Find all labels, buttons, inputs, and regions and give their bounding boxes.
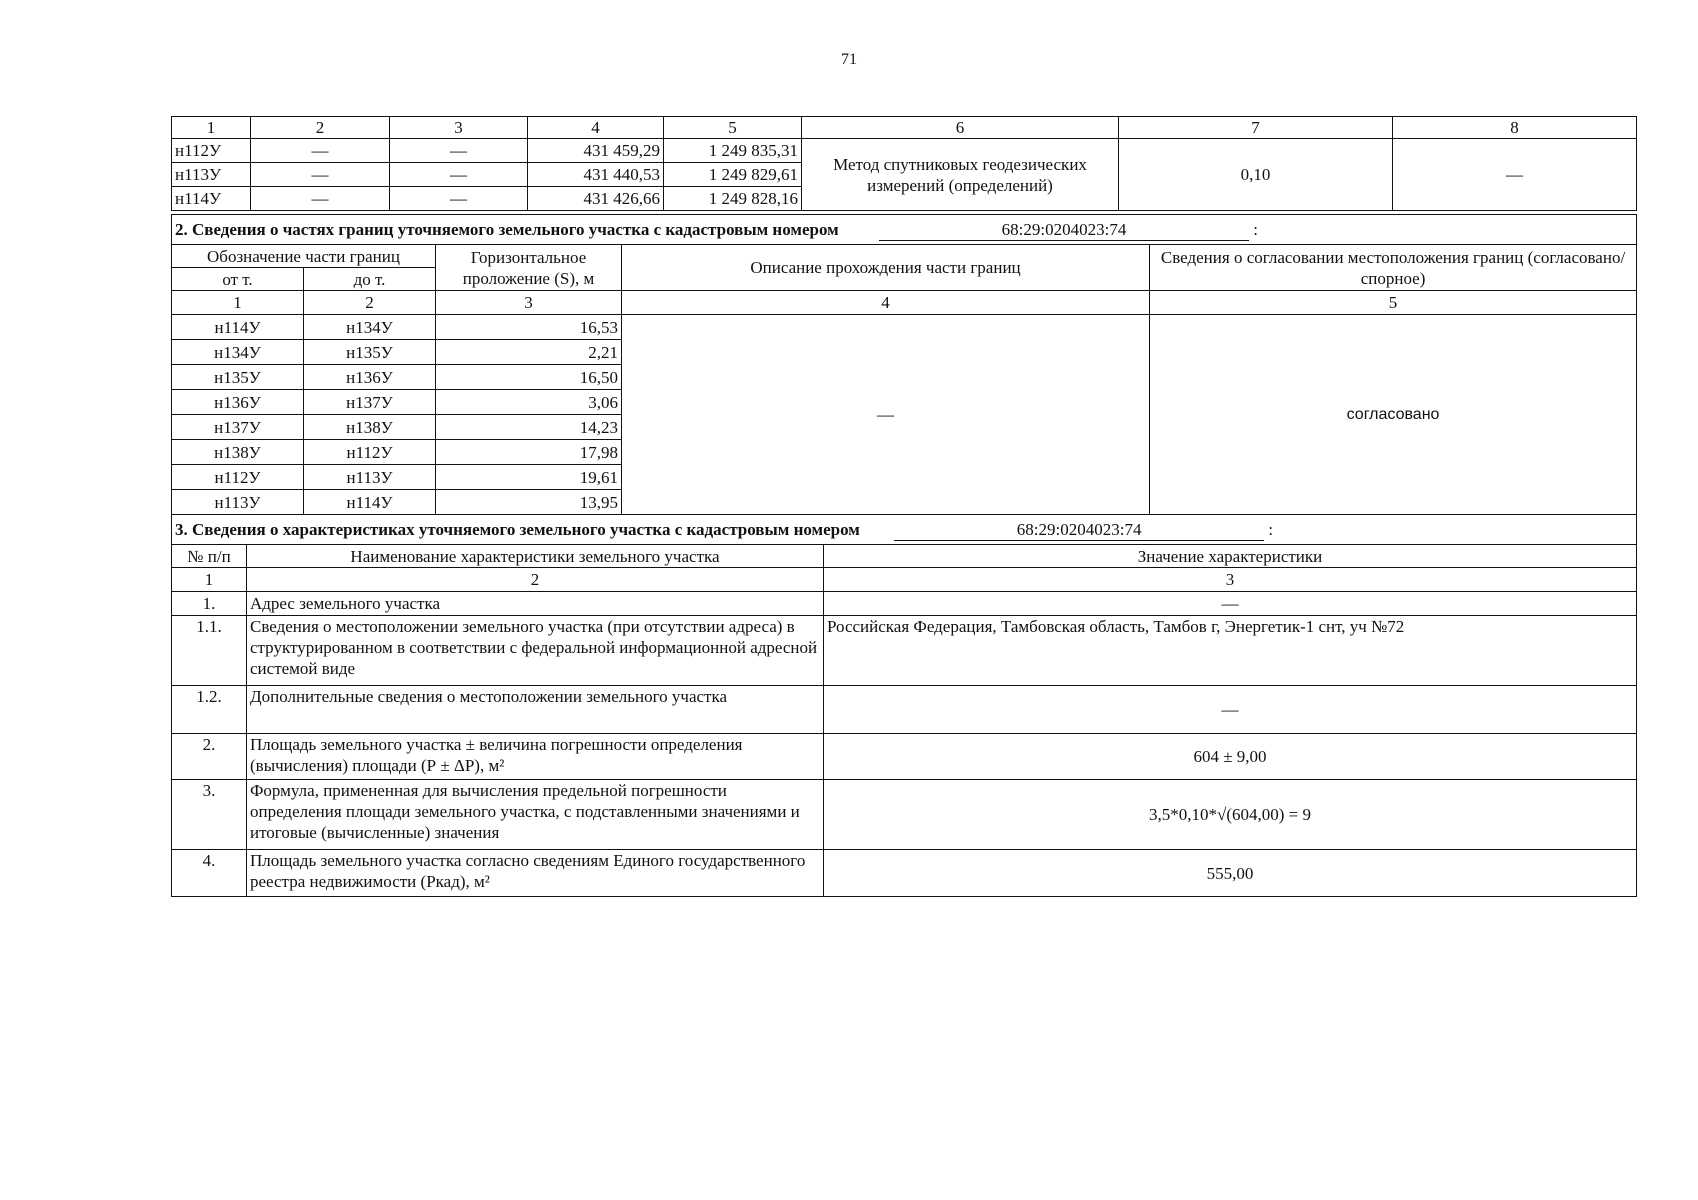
table-row	[172, 734, 1637, 780]
x-coordinate: 431 440,53	[528, 163, 664, 187]
column-number: 4	[622, 291, 1150, 315]
characteristic-name: Формула, примененная для вычисления предельной погрешности определения площади земельного участка, с подставленными значениями и итоговые (вычисленные) значения	[247, 780, 824, 850]
row-number: 1.2.	[172, 686, 247, 734]
table-header-row	[172, 245, 1637, 268]
to-point: н112У	[304, 440, 436, 465]
row-number: 1.1.	[172, 616, 247, 686]
characteristic-value: Российская Федерация, Тамбовская область, Тамбов г, Энергетик-1 снт, уч №72	[824, 616, 1637, 686]
from-point: н138У	[172, 440, 304, 465]
coordinates-table	[171, 116, 1637, 211]
method-cell: Метод спутниковых геодезических измерений (определений)	[802, 139, 1119, 211]
to-point: н134У	[304, 315, 436, 340]
horizontal-distance: 14,23	[436, 415, 622, 440]
table-header-row	[172, 117, 1637, 139]
x-coordinate: 431 459,29	[528, 139, 664, 163]
to-point: н136У	[304, 365, 436, 390]
cadastral-number: 68:29:0204023:74	[894, 519, 1264, 541]
horizontal-distance: 17,98	[436, 440, 622, 465]
header-cell: 1	[172, 117, 251, 139]
table-row	[172, 850, 1637, 897]
characteristic-value: 555,00	[824, 850, 1637, 897]
description-cell: —	[622, 315, 1150, 515]
page-number: 71	[841, 51, 857, 68]
from-point: н113У	[172, 490, 304, 515]
from-point: н134У	[172, 340, 304, 365]
dash-cell: —	[251, 163, 390, 187]
column-number-row	[172, 568, 1637, 592]
to-point: н113У	[304, 465, 436, 490]
column-number-row	[172, 291, 1637, 315]
header-cell: 4	[528, 117, 664, 139]
agreement-header: Сведения о согласовании местоположения границ (согласовано/спорное)	[1150, 245, 1637, 291]
from-header: от т.	[172, 268, 304, 291]
horizontal-header: Горизонтальное проложение (S), м	[436, 245, 622, 291]
row-number: 1.	[172, 592, 247, 616]
to-point: н138У	[304, 415, 436, 440]
from-point: н136У	[172, 390, 304, 415]
section-2-title: 2. Сведения о частях границ уточняемого земельного участка с кадастровым номером	[175, 219, 839, 239]
to-point: н137У	[304, 390, 436, 415]
colon: :	[1268, 519, 1274, 539]
to-header: до т.	[304, 268, 436, 291]
characteristic-name: Дополнительные сведения о местоположении земельного участка	[247, 686, 824, 734]
header-cell: 5	[664, 117, 802, 139]
dash-cell: —	[390, 187, 528, 211]
x-coordinate: 431 426,66	[528, 187, 664, 211]
row-number: 4.	[172, 850, 247, 897]
to-point: н135У	[304, 340, 436, 365]
accuracy-cell: 0,10	[1119, 139, 1393, 211]
table-row	[172, 616, 1637, 686]
horizontal-distance: 19,61	[436, 465, 622, 490]
header-cell: 2	[251, 117, 390, 139]
characteristic-value: 3,5*0,10*√(604,00) = 9	[824, 780, 1637, 850]
cadastral-number: 68:29:0204023:74	[879, 219, 1249, 241]
from-point: н137У	[172, 415, 304, 440]
table-row	[172, 139, 1637, 163]
from-point: н114У	[172, 315, 304, 340]
y-coordinate: 1 249 829,61	[664, 163, 802, 187]
table-row	[172, 315, 1637, 340]
agreement-cell: согласовано	[1150, 315, 1637, 515]
header-cell: 7	[1119, 117, 1393, 139]
point-cell: н114У	[172, 187, 251, 211]
column-number: 2	[247, 568, 824, 592]
from-point: н135У	[172, 365, 304, 390]
num-header: № п/п	[172, 545, 247, 568]
section-3-title: 3. Сведения о характеристиках уточняемого земельного участка с кадастровым номером	[175, 519, 860, 539]
table-row	[172, 686, 1637, 734]
description-header: Описание прохождения части границ	[622, 245, 1150, 291]
horizontal-distance: 13,95	[436, 490, 622, 515]
column-number: 5	[1150, 291, 1637, 315]
column-number: 3	[824, 568, 1637, 592]
characteristics-table	[171, 514, 1637, 897]
section-3-title-cell	[172, 515, 1637, 545]
table-header-row	[172, 545, 1637, 568]
dash-cell: —	[390, 139, 528, 163]
dash-cell: —	[390, 163, 528, 187]
horizontal-distance: 3,06	[436, 390, 622, 415]
header-cell: 3	[390, 117, 528, 139]
point-cell: н112У	[172, 139, 251, 163]
section-title-row	[172, 515, 1637, 545]
characteristic-name: Адрес земельного участка	[247, 592, 824, 616]
row-number: 3.	[172, 780, 247, 850]
characteristic-name: Площадь земельного участка ± величина погрешности определения (вычисления) площади (Р ± ΔР), м²	[247, 734, 824, 780]
section-2-title-cell	[172, 215, 1637, 245]
from-point: н112У	[172, 465, 304, 490]
column-number: 1	[172, 291, 304, 315]
table-row	[172, 592, 1637, 616]
to-point: н114У	[304, 490, 436, 515]
value-header: Значение характеристики	[824, 545, 1637, 568]
characteristic-name: Сведения о местоположении земельного участка (при отсутствии адреса) в структурированном в соответствии с федеральной информационной адресной системой виде	[247, 616, 824, 686]
header-cell: 8	[1393, 117, 1637, 139]
row-number: 2.	[172, 734, 247, 780]
colon: :	[1253, 219, 1258, 239]
boundary-parts-table	[171, 214, 1637, 515]
table-row	[172, 780, 1637, 850]
dash-cell: —	[251, 139, 390, 163]
characteristic-value: —	[824, 592, 1637, 616]
y-coordinate: 1 249 828,16	[664, 187, 802, 211]
characteristic-name: Площадь земельного участка согласно сведениям Единого государственного реестра недвижимости (Ркад), м²	[247, 850, 824, 897]
horizontal-distance: 16,50	[436, 365, 622, 390]
header-cell: 6	[802, 117, 1119, 139]
dash-cell: —	[251, 187, 390, 211]
column-number: 1	[172, 568, 247, 592]
point-cell: н113У	[172, 163, 251, 187]
name-header: Наименование характеристики земельного участка	[247, 545, 824, 568]
characteristic-value: —	[824, 686, 1637, 734]
designation-header: Обозначение части границ	[172, 245, 436, 268]
horizontal-distance: 2,21	[436, 340, 622, 365]
characteristic-value: 604 ± 9,00	[824, 734, 1637, 780]
section-title-row	[172, 215, 1637, 245]
y-coordinate: 1 249 835,31	[664, 139, 802, 163]
column-number: 2	[304, 291, 436, 315]
col8-cell: —	[1393, 139, 1637, 211]
column-number: 3	[436, 291, 622, 315]
horizontal-distance: 16,53	[436, 315, 622, 340]
